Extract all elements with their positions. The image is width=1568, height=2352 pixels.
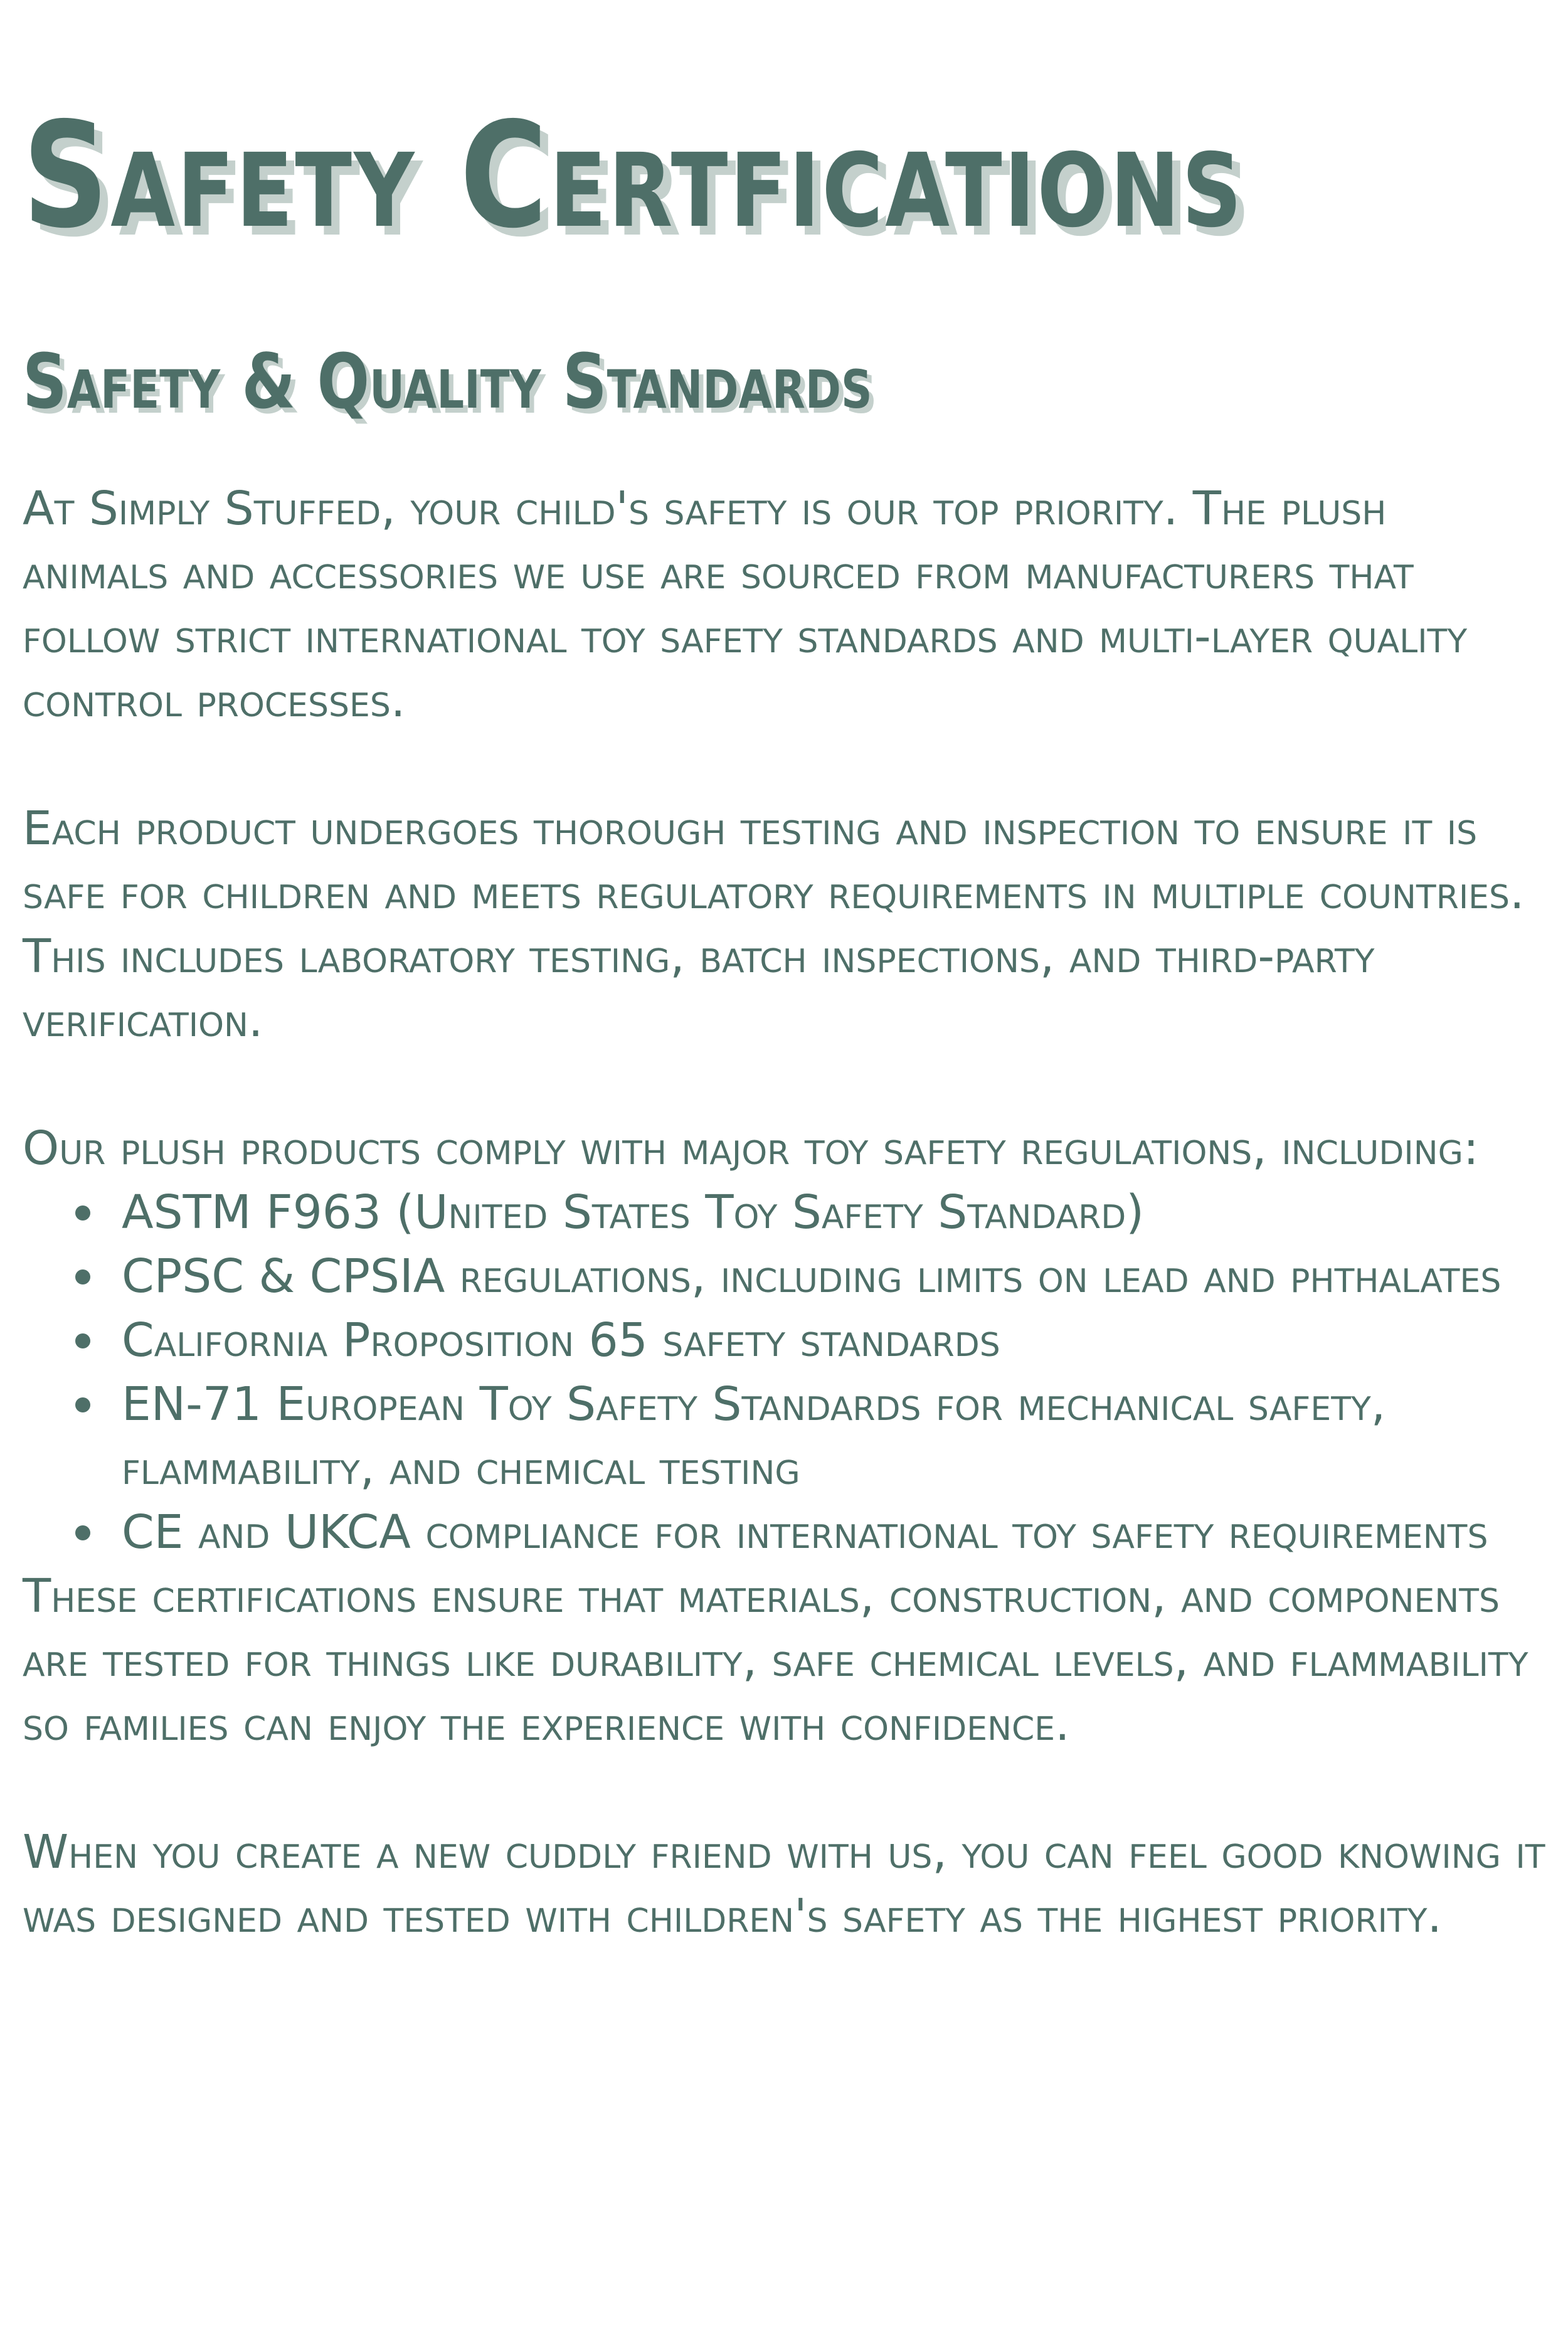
list-item <box>122 1308 1547 1372</box>
regulation-text: ASTM F963 (United States Toy Safety Standard) <box>122 1185 1145 1239</box>
regulation-text: CPSC & CPSIA regulations, including limits on lead and phthalates <box>122 1249 1502 1303</box>
regulation-text: CE and UKCA compliance for international toy safety requirements <box>122 1505 1488 1559</box>
bullet-icon <box>75 1333 90 1348</box>
bullet-icon <box>75 1269 90 1285</box>
testing-paragraph: Each product undergoes thorough testing and inspection to ensure it is safe for children and meets regulatory requirements in multiple countries. This includes laboratory testing, batch inspections, and third-party verification. <box>23 802 1525 1047</box>
body-content <box>23 477 1547 1948</box>
regulations-list <box>23 1180 1547 1564</box>
section-subtitle: Safety & Quality Standards <box>23 339 872 426</box>
list-item <box>122 1372 1547 1500</box>
closing-paragraph: When you create a new cuddly friend with us, you can feel good knowing it was designed and tested with children's safety as the highest priority. <box>23 1825 1545 1943</box>
list-item <box>122 1500 1547 1564</box>
regulation-text: EN-71 European Toy Safety Standards for mechanical safety, flammability, and chemical testing <box>122 1377 1386 1495</box>
list-item <box>122 1180 1547 1244</box>
compliance-lead-paragraph: Our plush products comply with major toy safety regulations, including: <box>23 1121 1479 1175</box>
page-title: Safety Certfications <box>23 91 1244 260</box>
regulation-text: California Proposition 65 safety standards <box>122 1313 1000 1367</box>
list-item <box>122 1244 1547 1308</box>
bullet-icon <box>75 1525 90 1540</box>
certifications-note-paragraph: These certifications ensure that materials, construction, and components are tested for things like durability, safe chemical levels, and flammability so families can enjoy the experience with confidence. <box>23 1569 1528 1751</box>
bullet-icon <box>75 1205 90 1221</box>
intro-paragraph: At Simply Stuffed, your child's safety is our top priority. The plush animals and accessories we use are sourced from manufacturers that follow strict international toy safety standards and multi-layer quality control processes. <box>23 482 1468 728</box>
bullet-icon <box>75 1397 90 1412</box>
